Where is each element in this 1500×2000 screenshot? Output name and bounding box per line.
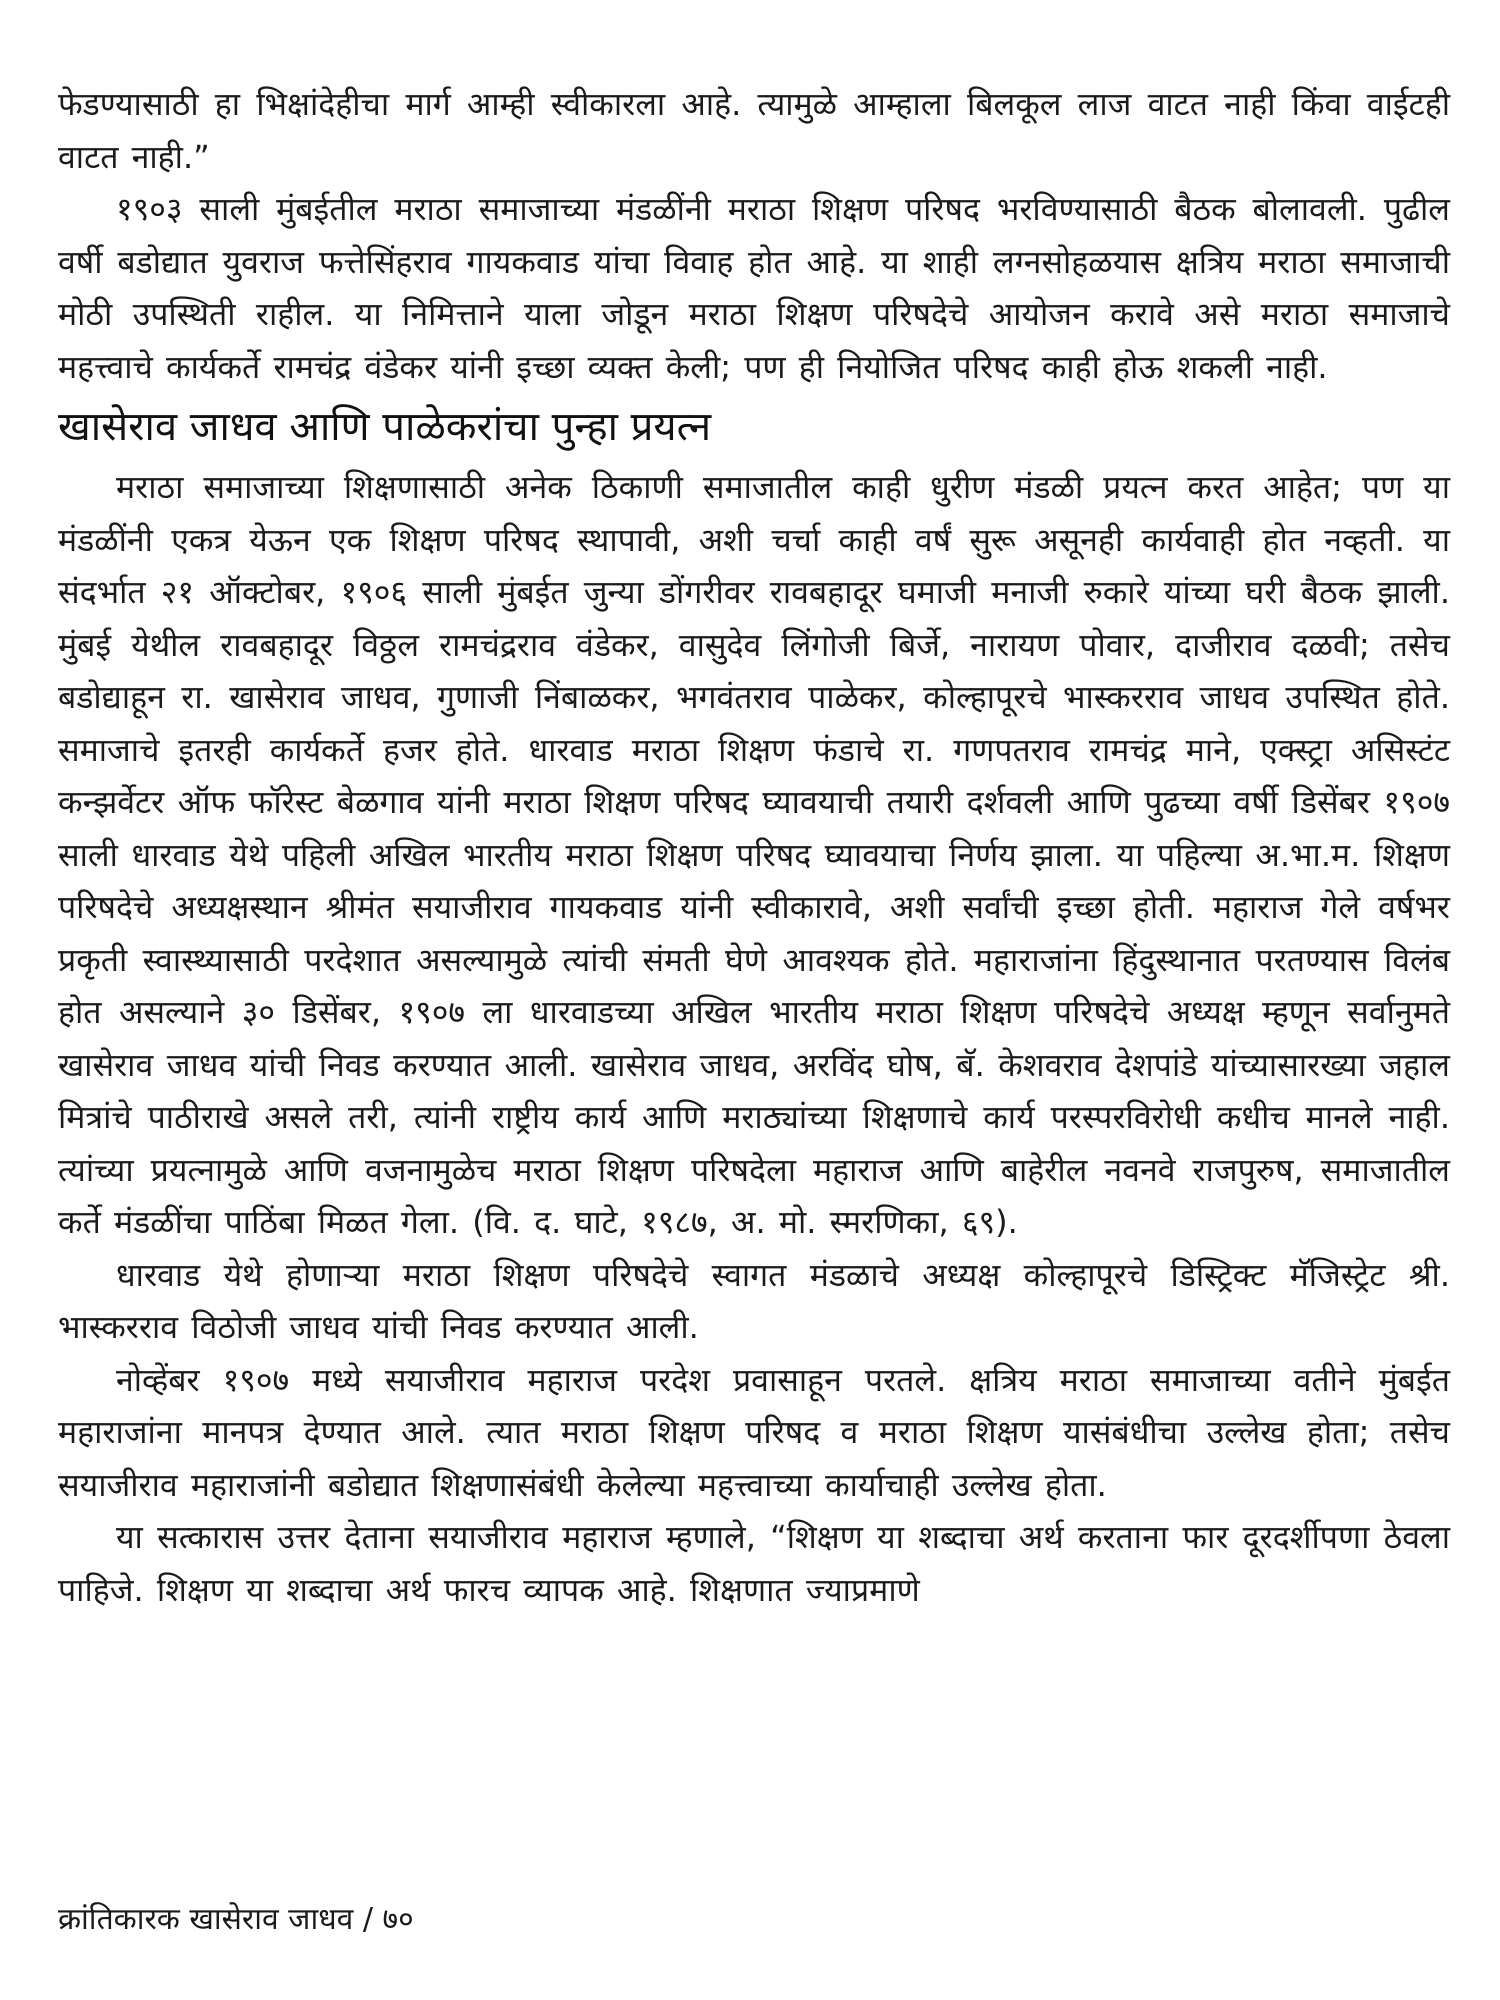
paragraph-1903-meeting: १९०३ साली मुंबईतील मराठा समाजाच्या मंडळींनी मराठा शिक्षण परिषद भरविण्यासाठी बैठक बोलावली. पुढील वर्षी बडोद्यात युवराज फत्तेसिंहराव गायकवाड यांचा विवाह होत आहे. या शाही लग्नसोहळयास क्षत्रिय मराठा समाजाची मोठी उपस्थिती राहील. या निमित्ताने याला जोडून मराठा शिक्षण परिषदेचे आयोजन करावे असे मराठा समाजाचे महत्त्वाचे कार्यकर्ते रामचंद्र वंडेकर यांनी इच्छा व्यक्त केली; पण ही नियोजित परिषद काही होऊ शकली नाही. bbox=[58, 190, 1450, 386]
page-footer: क्रांतिकारक खासेराव जाधव / ७० bbox=[58, 1902, 414, 1937]
paragraph-education-council: मराठा समाजाच्या शिक्षणासाठी अनेक ठिकाणी समाजातील काही धुरीण मंडळी प्रयत्न करत आहेत; पण या मंडळींनी एकत्र येऊन एक शिक्षण परिषद स्थापावी, अशी चर्चा काही वर्षं सुरू असूनही कार्यवाही होत नव्हती. या संदर्भात २१ ऑक्टोबर, १९०६ साली मुंबईत जुन्या डोंगरीवर रावबहादूर घमाजी मनाजी रुकारे यांच्या घरी बैठक झाली. मुंबई येथील रावबहादूर विठ्ठल रामचंद्रराव वंडेकर, वासुदेव लिंगोजी बिर्जे, नारायण पोवार, दाजीराव दळवी; तसेच बडोद्याहून रा. खासेराव जाधव, गुणाजी निंबाळकर, भगवंतराव पाळेकर, कोल्हापूरचे भास्करराव जाधव उपस्थित होते. समाजाचे इतरही कार्यकर्ते हजर होते. धारवाड मराठा शिक्षण फंडाचे रा. गणपतराव रामचंद्र माने, एक्स्ट्रा असिस्टंट कन्झर्वेटर ऑफ फॉरेस्ट बेळगाव यांनी मराठा शिक्षण परिषद घ्यावयाची तयारी दर्शवली आणि पुढच्या वर्षी डिसेंबर १९०७ साली धारवाड येथे पहिली अखिल भारतीय मराठा शिक्षण परिषद घ्यावयाचा निर्णय झाला. या पहिल्या अ.भा.म. शिक्षण परिषदेचे अध्यक्षस्थान श्रीमंत सयाजीराव गायकवाड यांनी स्वीकारावे, अशी सर्वांची इच्छा होती. महाराज गेले वर्षभर प्रकृती स्वास्थ्यासाठी परदेशात असल्यामुळे त्यांची संमती घेणे आवश्यक होते. महाराजांना हिंदुस्थानात परतण्यास विलंब होत असल्याने ३० डिसेंबर, १९०७ ला धारवाडच्या अखिल भारतीय मराठा शिक्षण परिषदेचे अध्यक्ष म्हणून सर्वानुमते खासेराव जाधव यांची निवड करण्यात आली. खासेराव जाधव, अरविंद घोष, बॅ. केशवराव देशपांडे यांच्यासारख्या जहाल मित्रांचे पाठीराखे असले तरी, त्यांनी राष्ट्रीय कार्य आणि मराठ्यांच्या शिक्षणाचे कार्य परस्परविरोधी कधीच मानले नाही. त्यांच्या प्रयत्नामुळे आणि वजनामुळेच मराठा शिक्षण परिषदेला महाराज आणि बाहेरील नवनवे राजपुरुष, समाजातील कर्ते मंडळींचा पाठिंबा मिळत गेला. (वि. द. घाटे, १९८७, अ. मो. स्मरणिका, ६९). bbox=[58, 468, 1450, 1241]
paragraph-november-1907: नोव्हेंबर १९०७ मध्ये सयाजीराव महाराज परदेश प्रवासाहून परतले. क्षत्रिय मराठा समाजाच्या वतीने मुंबईत महाराजांना मानपत्र देण्यात आले. त्यात मराठा शिक्षण परिषद व मराठा शिक्षण यासंबंधीचा उल्लेख होता; तसेच सयाजीराव महाराजांनी बडोद्यात शिक्षणासंबंधी केलेल्या महत्त्वाच्या कार्याचाही उल्लेख होता. bbox=[58, 1360, 1450, 1504]
page-body bbox=[58, 78, 1450, 1616]
paragraph-continuation: फेडण्यासाठी हा भिक्षांदेहीचा मार्ग आम्ही स्वीकारला आहे. त्यामुळे आम्हाला बिलकूल लाज वाटत नाही किंवा वाईटही वाटत नाही.” bbox=[58, 85, 1450, 176]
section-heading: खासेराव जाधव आणि पाळेकरांचा पुन्हा प्रयत्न bbox=[58, 404, 712, 450]
paragraph-maharaj-reply: या सत्कारास उत्तर देताना सयाजीराव महाराज म्हणाले, “शिक्षण या शब्दाचा अर्थ करताना फार दूरदर्शीपणा ठेवला पाहिजे. शिक्षण या शब्दाचा अर्थ फारच व्यापक आहे. शिक्षणात ज्याप्रमाणे bbox=[58, 1518, 1450, 1609]
paragraph-dharwad-reception: धारवाड येथे होणाऱ्या मराठा शिक्षण परिषदेचे स्वागत मंडळाचे अध्यक्ष कोल्हापूरचे डिस्ट्रिक्ट मॅजिस्ट्रेट श्री. भास्करराव विठोजी जाधव यांची निवड करण्यात आली. bbox=[58, 1255, 1450, 1346]
